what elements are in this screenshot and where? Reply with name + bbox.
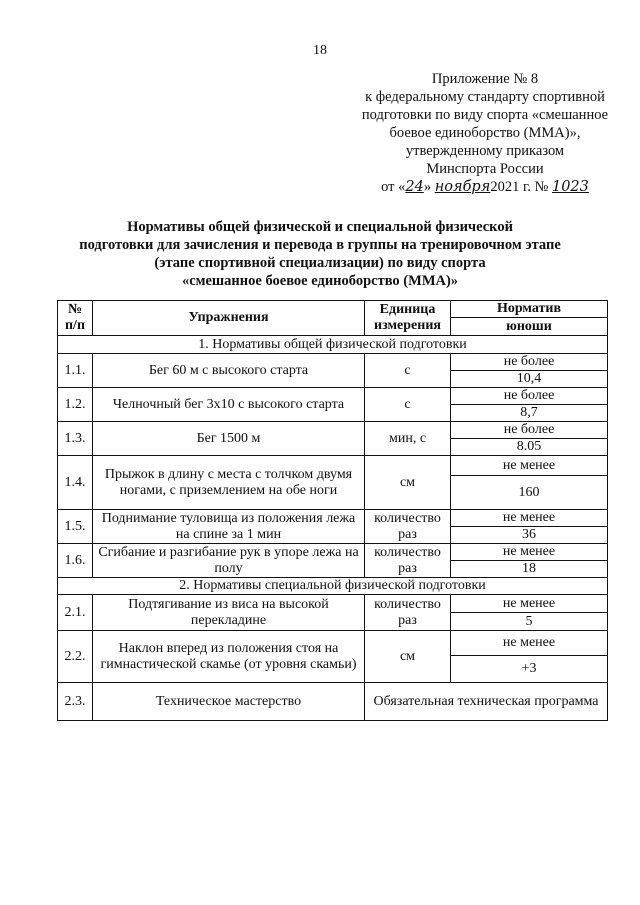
- row-value: 5: [451, 613, 608, 631]
- row-num: 1.5.: [58, 510, 93, 544]
- date-sep: »: [423, 179, 432, 195]
- date-prefix: от «: [381, 179, 406, 195]
- row-unit: с: [365, 354, 451, 388]
- row-num: 2.1.: [58, 595, 93, 631]
- row-exercise: Прыжок в длину с места с толчком двумя ногами, с приземлением на обе ноги: [93, 456, 365, 510]
- unit-line: раз: [398, 612, 417, 628]
- row-qualifier: не менее: [451, 510, 608, 527]
- appendix-line: боевое единоборство (ММА)»,: [389, 125, 581, 141]
- row-qualifier: не менее: [451, 595, 608, 613]
- row-qualifier: не более: [451, 422, 608, 439]
- row-norm-text: Обязательная техническая программа: [365, 683, 608, 721]
- document-title: [40, 218, 600, 290]
- header-exercise: Упражнения: [93, 301, 365, 336]
- section-special: 2. Нормативы специальной физической подготовки: [58, 578, 608, 595]
- row-qualifier: не менее: [451, 631, 608, 656]
- row-num: 1.1.: [58, 354, 93, 388]
- row-num: 2.2.: [58, 631, 93, 683]
- header-unit: Единица измерения: [365, 301, 451, 336]
- page-number: 18: [313, 43, 327, 58]
- row-unit: [365, 510, 451, 544]
- unit-line: количество: [374, 544, 441, 560]
- unit-line: количество: [374, 596, 441, 612]
- row-num: 1.4.: [58, 456, 93, 510]
- row-value: 18: [451, 561, 608, 578]
- unit-line: количество: [374, 510, 441, 526]
- row-exercise: Наклон вперед из положения стоя на гимнастической скамье (от уровня скамьи): [93, 631, 365, 683]
- row-value: 8.05: [451, 439, 608, 456]
- row-unit: см: [365, 631, 451, 683]
- row-value: +3: [451, 656, 608, 683]
- row-unit: [365, 544, 451, 578]
- appendix-line: к федеральному стандарту спортивной: [365, 89, 605, 105]
- unit-line: раз: [398, 560, 417, 576]
- date-month: ноября: [434, 179, 491, 195]
- header-norm: Норматив: [451, 301, 608, 318]
- order-date-line: [350, 178, 620, 196]
- row-unit: мин, с: [365, 422, 451, 456]
- row-qualifier: не более: [451, 354, 608, 371]
- row-unit: с: [365, 388, 451, 422]
- row-exercise: Поднимание туловища из положения лежа на спине за 1 мин: [93, 510, 365, 544]
- row-exercise: Подтягивание из виса на высокой перекладине: [93, 595, 365, 631]
- row-value: 10,4: [451, 371, 608, 388]
- row-num: 2.3.: [58, 683, 93, 721]
- row-exercise: Техническое мастерство: [93, 683, 365, 721]
- row-unit: см: [365, 456, 451, 510]
- norms-table: [57, 300, 608, 721]
- title-line: подготовки для зачисления и перевода в группы на тренировочном этапе: [79, 237, 561, 253]
- title-line: «смешанное боевое единоборство (ММА)»: [181, 273, 459, 289]
- title-line: (этапе спортивной специализации) по виду спорта: [154, 255, 486, 271]
- section-general: 1. Нормативы общей физической подготовки: [58, 336, 608, 354]
- row-qualifier: не более: [451, 388, 608, 405]
- row-exercise: Челночный бег 3х10 с высокого старта: [93, 388, 365, 422]
- row-exercise: Сгибание и разгибание рук в упоре лежа на полу: [93, 544, 365, 578]
- row-qualifier: не менее: [451, 544, 608, 561]
- header-num: № п/п: [58, 301, 93, 336]
- row-qualifier: не менее: [451, 456, 608, 476]
- appendix-line: Минспорта России: [426, 161, 544, 177]
- row-value: 160: [451, 476, 608, 510]
- row-unit: [365, 595, 451, 631]
- row-exercise: Бег 1500 м: [93, 422, 365, 456]
- row-num: 1.3.: [58, 422, 93, 456]
- appendix-line: утвержденному приказом: [405, 143, 565, 159]
- appendix-line: подготовки по виду спорта «смешанное: [361, 107, 609, 123]
- date-year: 2021 г. №: [490, 179, 549, 195]
- row-num: 1.2.: [58, 388, 93, 422]
- row-value: 36: [451, 527, 608, 544]
- unit-line: раз: [398, 526, 417, 542]
- date-day: 24: [405, 179, 424, 195]
- title-line: Нормативы общей физической и специальной физической: [127, 219, 513, 235]
- appendix-line: Приложение № 8: [431, 71, 539, 87]
- appendix-block: [350, 70, 620, 196]
- header-boys: юноши: [451, 318, 608, 336]
- row-value: 8,7: [451, 405, 608, 422]
- row-num: 1.6.: [58, 544, 93, 578]
- row-exercise: Бег 60 м с высокого старта: [93, 354, 365, 388]
- order-number: 1023: [551, 179, 589, 195]
